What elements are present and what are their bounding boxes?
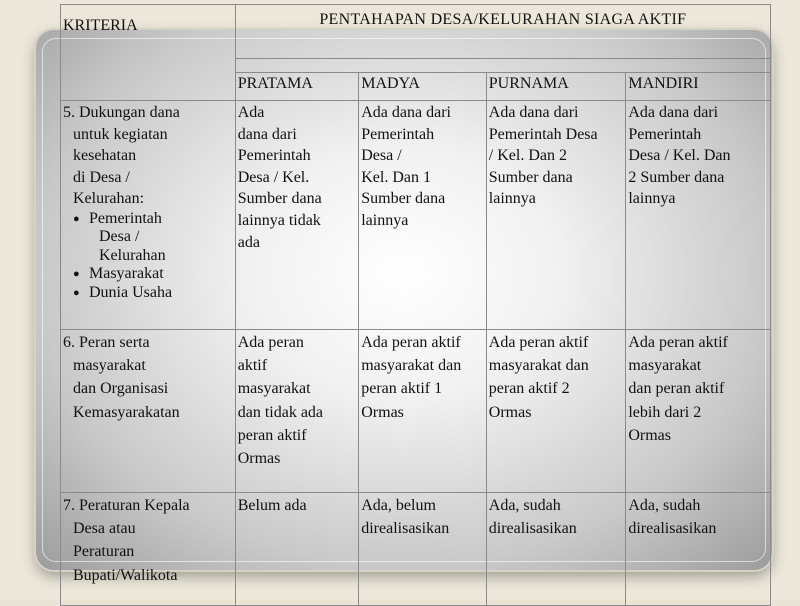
criteria-line: untuk kegiatan (73, 125, 168, 143)
level-header-pratama: PRATAMA (235, 73, 359, 101)
list-item (63, 284, 233, 302)
madya-cell (359, 493, 487, 606)
funding-source-list (63, 210, 233, 302)
list-item (63, 210, 233, 265)
pratama-cell (235, 493, 359, 606)
bullet-text: Kelurahan (99, 246, 166, 264)
madya-cell (359, 330, 487, 493)
bullet-text: Pemerintah (89, 209, 162, 227)
mandiri-cell (626, 101, 771, 330)
criteria-line: Desa atau (73, 520, 136, 538)
purnama-cell (486, 330, 626, 493)
criteria-line: dan Organisasi (73, 380, 169, 398)
list-item (63, 265, 233, 283)
header-spacer (235, 59, 770, 73)
bullet-text: Dunia Usaha (89, 283, 173, 301)
table-row (61, 101, 771, 330)
cell-text: Ada dana dari Pemerintah Desa / Kel. Sumber dana lainnya tidak ada (237, 104, 322, 251)
level-header-mandiri: MANDIRI (626, 73, 771, 101)
cell-text: Ada peran aktif masyarakat dan peran aktif 1 Ormas (361, 334, 462, 421)
cell-text: Ada peran aktif masyarakat dan peran aktif lebih dari 2 Ormas (628, 334, 728, 444)
criteria-line: Kemasyarakatan (73, 403, 180, 421)
criteria-table (60, 4, 771, 606)
bullet-text: Desa / (99, 228, 140, 246)
stage-main-header: PENTAHAPAN DESA/KELURAHAN SIAGA AKTIF (235, 5, 770, 59)
level-header-purnama: PURNAMA (486, 73, 626, 101)
cell-text: Ada peran aktif masyarakat dan tidak ada peran aktif Ormas (237, 334, 324, 467)
criteria-line: masyarakat (73, 357, 146, 375)
criteria-line: kesehatan (73, 147, 137, 165)
cell-text: Ada, belum direalisasikan (361, 497, 450, 538)
criteria-line: Peraturan (73, 543, 135, 561)
criteria-line: 6. Peran serta (63, 334, 150, 351)
kriteria-header: KRITERIA (61, 5, 236, 101)
criteria-cell-6 (61, 330, 236, 493)
pratama-cell (235, 101, 359, 330)
criteria-cell-5 (61, 101, 236, 330)
criteria-line: di Desa / (73, 168, 130, 186)
criteria-line: Kelurahan: (73, 190, 145, 208)
criteria-line (63, 102, 233, 124)
cell-text: Ada, sudah direalisasikan (628, 497, 717, 538)
table-row (61, 330, 771, 493)
cell-text: Ada peran aktif masyarakat dan peran aktif 2 Ormas (488, 334, 589, 421)
purnama-cell (486, 493, 626, 606)
purnama-cell (486, 101, 626, 330)
mandiri-cell (626, 330, 771, 493)
cell-text: Belum ada (237, 497, 307, 514)
criteria-text: 5. Dukungan dana (63, 104, 180, 121)
level-header-madya: MADYA (359, 73, 487, 101)
cell-text: Ada dana dari Pemerintah Desa / Kel. Dan 2 Sumber dana lainnya (628, 104, 731, 208)
criteria-line: Bupati/Walikota (73, 566, 178, 584)
criteria-cell-7 (61, 493, 236, 606)
table-row (61, 493, 771, 606)
mandiri-cell (626, 493, 771, 606)
cell-text: Ada, sudah direalisasikan (488, 497, 577, 538)
criteria-line: 7. Peraturan Kepala (63, 497, 190, 514)
cell-text: Ada dana dari Pemerintah Desa / Kel. Dan 1 Sumber dana lainnya (361, 104, 451, 229)
bullet-text: Masyarakat (89, 265, 164, 283)
pratama-cell (235, 330, 359, 493)
madya-cell (359, 101, 487, 330)
cell-text: Ada dana dari Pemerintah Desa / Kel. Dan 2 Sumber dana lainnya (488, 104, 598, 208)
